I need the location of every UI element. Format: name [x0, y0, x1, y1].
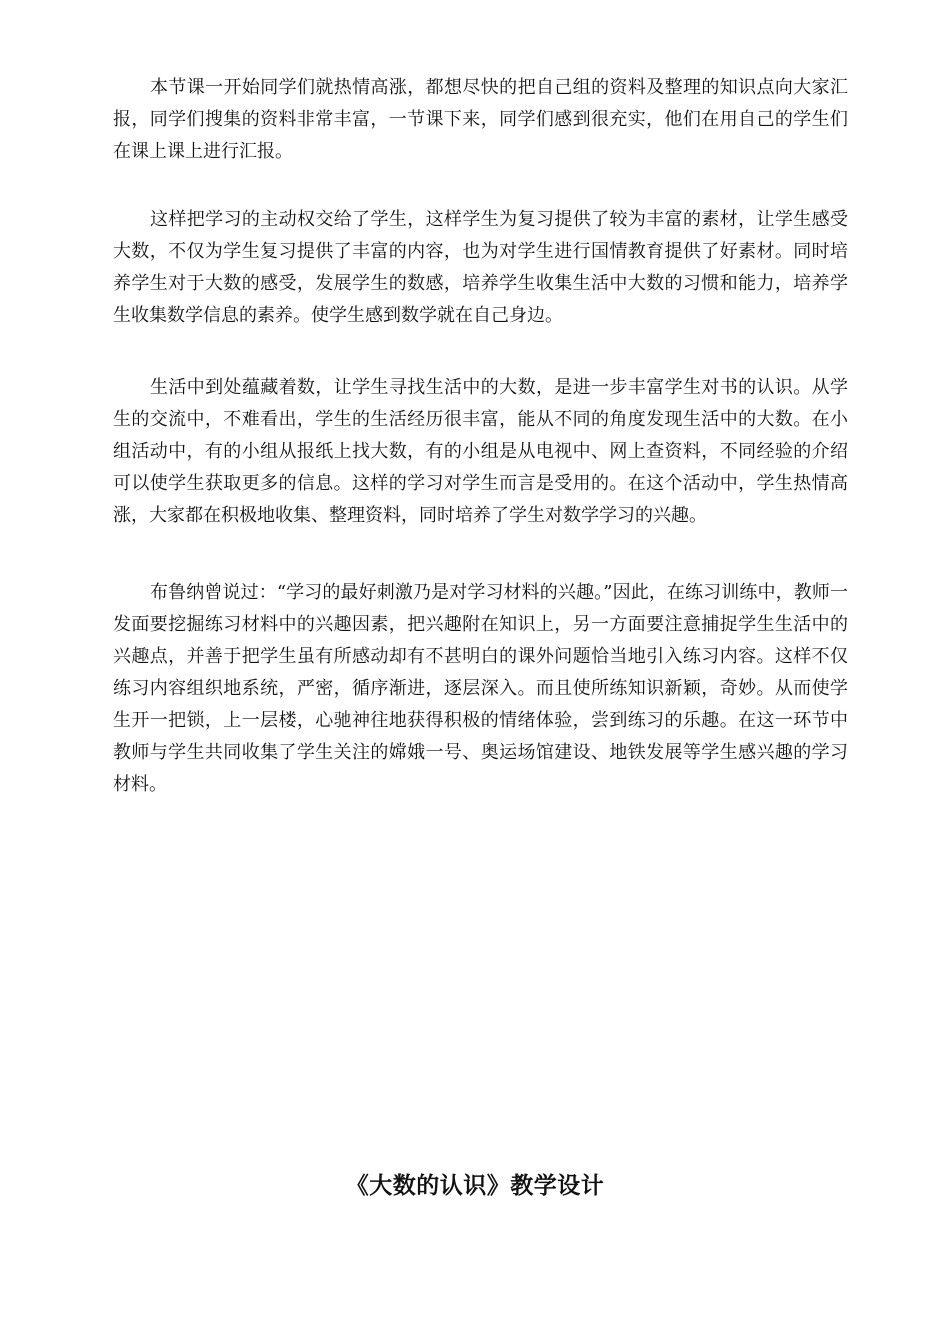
paragraph-2: 这样把学习的主动权交给了学生，这样学生为复习提供了较为丰富的素材，让学生感受大数，不仅为学生复习提供了丰富的内容，也为对学生进行国情教育提供了好素材。同时培养学生对于大数的感受，发展学生的数感，培养学生收集生活中大数的习惯和能力，培养学生收集数学信息的素养。使学生感到数学就在自己身边。	[113, 209, 848, 326]
paragraph-3: 生活中到处蕴藏着数，让学生寻找生活中的大数，是进一步丰富学生对书的认识。从学生的交流中，不难看出，学生的生活经历很丰富，能从不同的角度发现生活中的大数。在小组活动中，有的小组从报纸上找大数，有的小组是从电视中、网上查资料，不同经验的介绍可以使学生获取更多的信息。这样的学习对学生而言是受用的。在这个活动中，学生热情高涨，大家都在积极地收集、整理资料，同时培养了学生对数学学习的兴趣。	[113, 377, 848, 526]
paragraph-4: 布鲁纳曾说过：“学习的最好刺激乃是对学习材料的兴趣。”因此，在练习训练中，教师一发面要挖掘练习材料中的兴趣因素，把兴趣附在知识上，另一方面要注意捕捉学生生活中的兴趣点，并善于把学生虽有所感动却有不甚明白的课外问题恰当地引入练习内容。这样不仅练习内容组织地系统，严密，循序渐进，逐层深入。而且使所练知识新颖，奇妙。从而使学生开一把锁，上一层楼，心驰神往地获得积极的情绪体验，尝到练习的乐趣。在这一环节中教师与学生共同收集了学生关注的嫦娥一号、奥运场馆建设、地铁发展等学生感兴趣的学习材料。	[113, 582, 848, 795]
paragraph-1: 本节课一开始同学们就热情高涨，都想尽快的把自己组的资料及整理的知识点向大家汇报，同学们搜集的资料非常丰富，一节课下来，同学们感到很充实，他们在用自己的学生们在课上课上进行汇报。	[113, 77, 848, 162]
document-title: 《大数的认识》教学设计	[345, 1173, 605, 1199]
